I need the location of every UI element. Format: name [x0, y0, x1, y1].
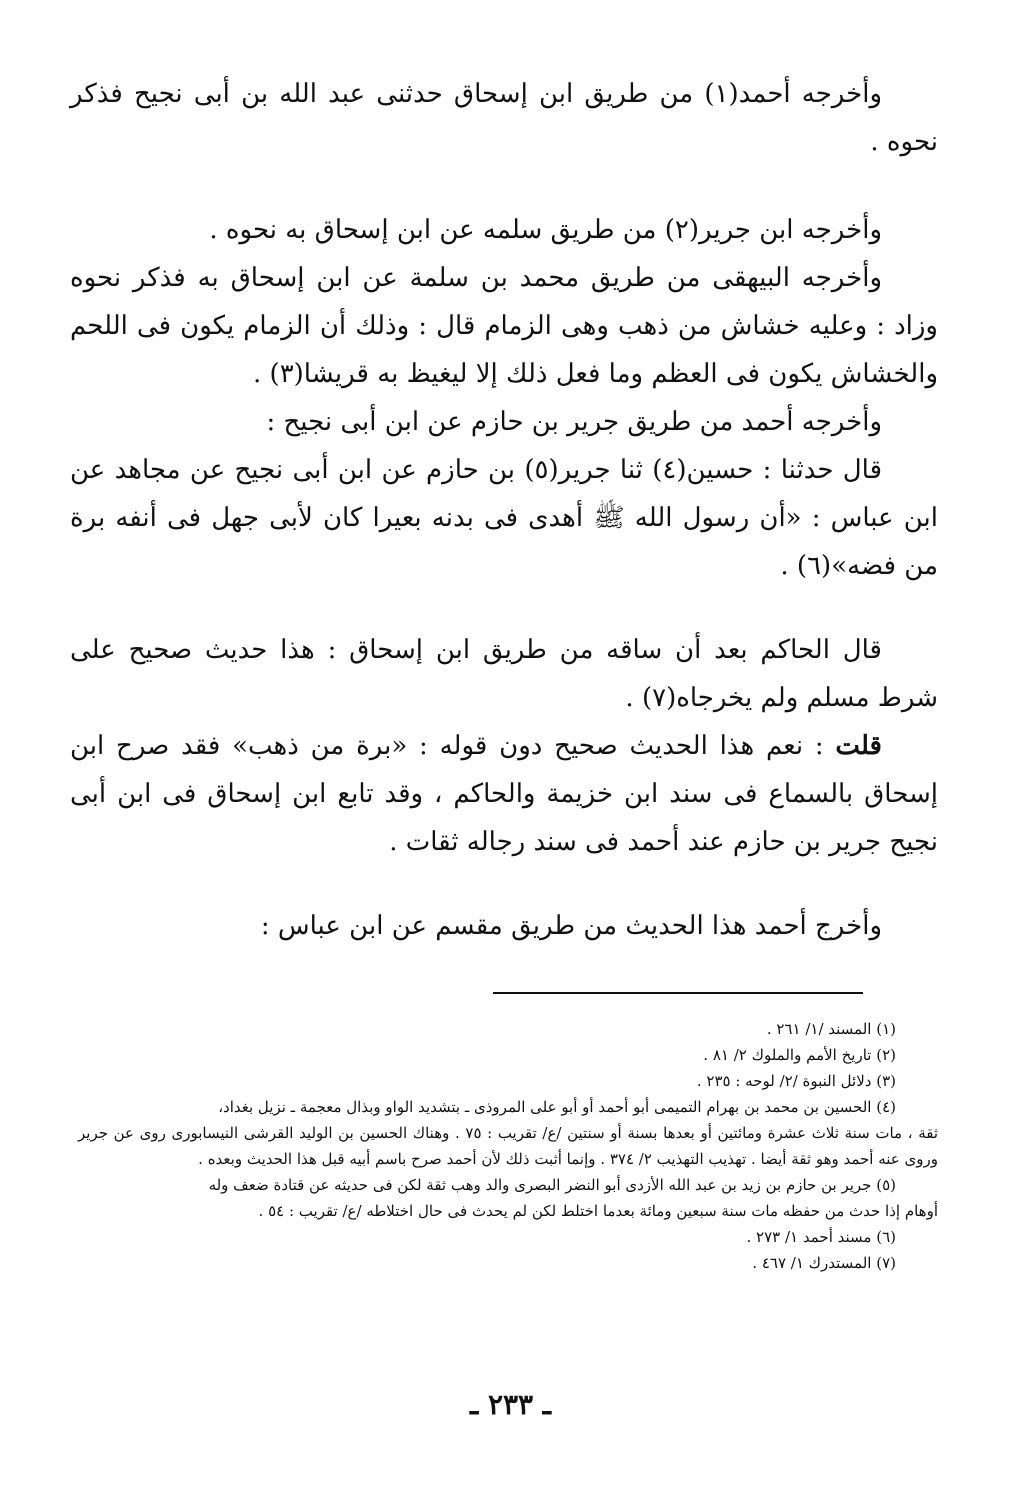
footnote-4-first-line: (٤) الحسين بن محمد بن بهرام التميمى أبو أحمد أو أبو على المروذى ـ بتشديد الواو وبذال معجمة ـ نزيل بغداد، [218, 1098, 896, 1116]
footnote-6: (٦) مسند أحمد ١/ ٢٧٣ . [746, 1228, 896, 1246]
paragraph-6: قال الحاكم بعد أن ساقه من طريق ابن إسحاق : هذا حديث صحيح على شرط مسلم ولم يخرجاه(٧) . [70, 635, 938, 713]
paragraph-5: قال حدثنا : حسين(٤) ثنا جرير(٥) بن حازم عن ابن أبى نجيح عن مجاهد عن ابن عباس : «أن رسول الله ﷺ أهدى فى بدنه بعيرا كان لأبى جهل فى أنفه برة من فضه»(٦) . [70, 455, 938, 581]
footnotes [78, 1016, 938, 1276]
paragraph-7-text: : نعم هذا الحديث صحيح دون قوله : «برة من ذهب» فقد صرح ابن إسحاق بالسماع فى سند ابن خزيمة والحاكم ، وقد تابع ابن إسحاق فى ابن أبى نجيح جرير بن حازم عند أحمد فى سند رجاله ثقات . [70, 731, 938, 857]
paragraph-8: وأخرج أحمد هذا الحديث من طريق مقسم عن ابن عباس : [260, 911, 882, 941]
footnote-2: (٢) تاريخ الأمم والملوك ٢/ ٨١ . [703, 1046, 896, 1064]
footnote-5-continuation: أوهام إذا حدث من حفظه مات سنة سبعين ومائة بعدما اختلط لكن لم يحدث فى حال اختلاطه /ع/ تقريب : ٥٤ . [258, 1202, 938, 1220]
paragraph-4: وأخرجه أحمد من طريق جرير بن حازم عن ابن أبى نجيح : [266, 407, 882, 437]
paragraph-7 [70, 722, 938, 866]
qultu-lead: قلت [835, 731, 882, 761]
main-text [70, 70, 938, 950]
paragraph-3: وأخرجه البيهقى من طريق محمد بن سلمة عن ابن إسحاق به فذكر نحوه وزاد : وعليه خشاش من ذهب وهى الزمام قال : وذلك أن الزمام يكون فى اللحم والخشاش يكون فى العظم وما فعل ذلك إلا ليغيظ به قريشا(٣) . [70, 263, 938, 389]
footnote-7: (٧) المستدرك ١/ ٤٦٧ . [752, 1254, 896, 1272]
paragraph-2: وأخرجه ابن جرير(٢) من طريق سلمه عن ابن إسحاق به نحوه . [209, 215, 882, 245]
footnote-divider [493, 992, 863, 994]
footnote-3: (٣) دلائل النبوة /٢/ لوحه : ٢٣٥ . [696, 1072, 896, 1090]
paragraph-1: وأخرجه أحمد(١) من طريق ابن إسحاق حدثنى عبد الله بن أبى نجيح فذكر نحوه . [70, 79, 938, 157]
footnote-1: (١) المسند /١/ ٢٦١ . [766, 1020, 896, 1038]
page-number: ـ ٢٣٣ ـ [469, 1388, 552, 1421]
footnote-4-continuation: ثقة ، مات سنة ثلاث عشرة ومائتين أو بعدها بسنة أو سنتين /ع/ تقريب : ٧٥ . وهناك الحسين بن الوليد القرشى النيسابورى روى عن جرير وروى عنه أحمد وهو ثقة أيضا . تهذيب التهذيب ٢/ ٣٧٤ . وإنما أثبت ذلك لأن أحمد صرح باسم أبيه قبل هذا الحديث وبعده . [78, 1124, 938, 1168]
footnote-5-first-line: (٥) جرير بن حازم بن زيد بن عبد الله الأزدى أبو النضر البصرى والد وهب ثقة لكن فى حديثه عن قتادة ضعف وله [208, 1176, 896, 1194]
